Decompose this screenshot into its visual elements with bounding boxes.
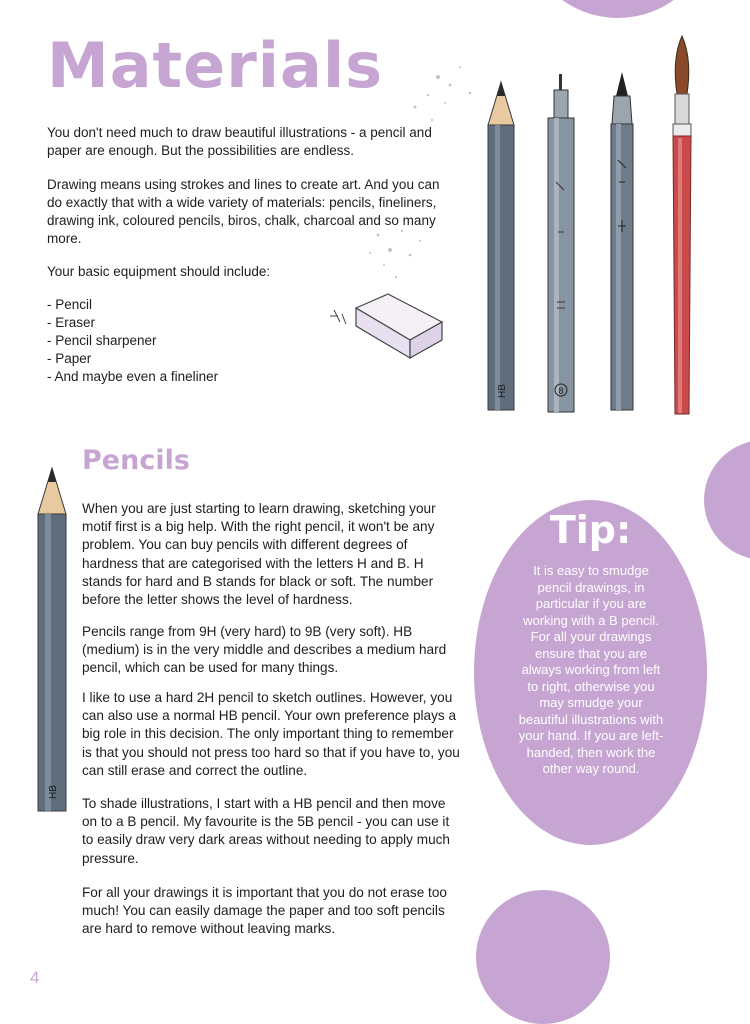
- decorative-circle-right: [704, 440, 750, 560]
- page-number: 4: [30, 968, 40, 987]
- intro-paragraph: You don't need much to draw beautiful illustrations - a pencil and paper are enough. But the possibilities are endless.: [47, 125, 432, 158]
- fineliner-label: 8: [558, 386, 564, 396]
- body-paragraph: When you are just starting to learn drawing, sketching your motif first is a big help. With the right pencil, it won't be any problem. You can buy pencils with different degrees of hardness that are categorised with the letters H and B. H stands for hard and B stands for black or soft. The number before the letter shows the level of hardness.: [82, 501, 436, 608]
- pencil-label: HB: [48, 785, 59, 799]
- equipment-list: [47, 296, 218, 386]
- tip-text: It is easy to smudge pencil drawings, in particular if you are working with a B pencil. For all your drawings ensure that you are always working from left to right, otherwise you may smudge your beautiful illustrations with your hand. If you are left-handed, then work the other way round.: [518, 563, 664, 776]
- decorative-circle-top: [523, 0, 713, 18]
- page-title: Materials: [47, 29, 384, 102]
- list-item: - Paper: [47, 351, 92, 366]
- intro-paragraph: Drawing means using strokes and lines to create art. And you can do exactly that with a wide variety of materials: pencils, fineliners, drawing ink, coloured pencils, biros, chalk, charcoal and so many more.: [47, 177, 440, 246]
- pencil-illustration: [484, 80, 518, 415]
- pencil-illustration: [32, 466, 72, 816]
- paintbrush-illustration: [660, 34, 704, 419]
- list-item: - Eraser: [47, 315, 96, 330]
- decorative-circle-bottom: [476, 890, 610, 1024]
- section-title: Pencils: [82, 445, 190, 476]
- list-item: - Pencil sharpener: [47, 333, 157, 348]
- body-paragraph: I like to use a hard 2H pencil to sketch outlines. However, you can also use a normal HB pencil. Your own preference plays a big role in this decision. The only important thing to remember is that you should not press too hard so that if you have to, you can still erase and correct the outline.: [82, 690, 460, 778]
- ink-pen-illustration: [604, 70, 640, 415]
- list-item: - Pencil: [47, 297, 93, 312]
- pencil-label: HB: [497, 384, 508, 398]
- list-item: - And maybe even a fineliner: [47, 369, 219, 384]
- fineliner-illustration: [542, 72, 580, 417]
- body-paragraph: For all your drawings it is important that you do not erase too much! You can easily damage the paper and too soft pencils are hard to remove without leaving marks.: [82, 885, 447, 937]
- intro-paragraph: Your basic equipment should include:: [47, 264, 271, 279]
- eraser-illustration: [326, 288, 446, 368]
- body-paragraph: Pencils range from 9H (very hard) to 9B (very soft). HB (medium) is in the very middle and describes a medium hard pencil, which can be used for many things.: [82, 624, 447, 676]
- body-paragraph: To shade illustrations, I start with a HB pencil and then move on to a B pencil. My favourite is the 5B pencil - you can use it to easily draw very dark areas without needing to apply much pressure.: [82, 796, 450, 866]
- tip-title: Tip:: [549, 508, 632, 552]
